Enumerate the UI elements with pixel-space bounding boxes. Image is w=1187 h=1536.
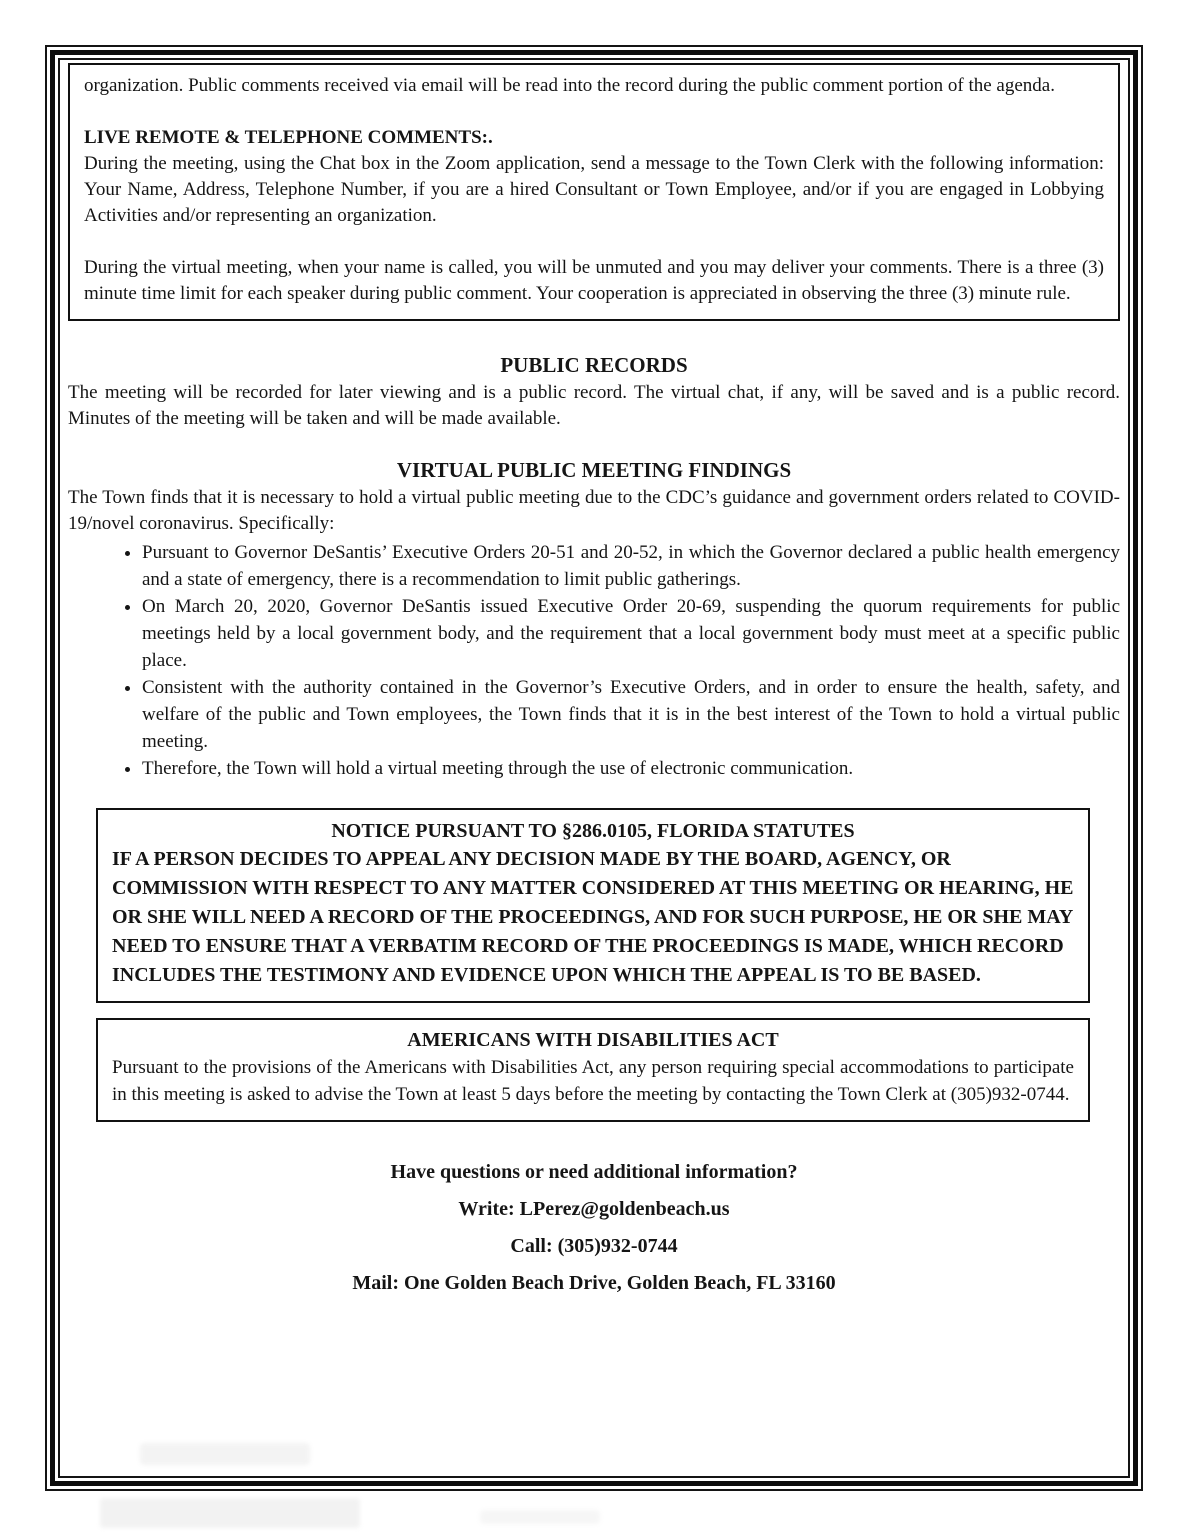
finding-bullet-desantis-orders: • Pursuant to Governor DeSantis’ Executive Orders 20-51 and 20-52, in which the Governor declared a public health emergency and a state of emergency, there is a recommendation to limit public gatherings.	[142, 539, 1120, 593]
contact-question-line: Have questions or need additional information?	[390, 1161, 798, 1183]
ada-heading: AMERICANS WITH DISABILITIES ACT	[407, 1029, 779, 1051]
virtual-meeting-findings-intro: The Town finds that it is necessary to hold a virtual public meeting due to the CDC’s guidance and government orders related to COVID-19/novel coronavirus. Specifically:	[68, 487, 1120, 534]
florida-statutes-notice-body: IF A PERSON DECIDES TO APPEAL ANY DECISION MADE BY THE BOARD, AGENCY, OR COMMISSION WITH RESPECT TO ANY MATTER CONSIDERED AT THIS MEETING OR HEARING, HE OR SHE WILL NEED A RECORD OF THE PROCEEDINGS, AND FOR SUCH PURPOSE, HE OR SHE MAY NEED TO ENSURE THAT A VERBATIM RECORD OF THE PROCEEDINGS IS MADE, WHICH RECORD INCLUDES THE TESTIMONY AND EVIDENCE UPON WHICH THE APPEAL IS TO BE BASED.	[112, 848, 1074, 986]
document-content	[60, 60, 1128, 1476]
public-comment-box	[68, 63, 1120, 321]
finding-bullet-health-safety: • Consistent with the authority contained in the Governor’s Executive Orders, and in order to ensure the health, safety, and welfare of the public and Town employees, the Town finds that it is in the best interest of the Town to hold a virtual public meeting.	[142, 674, 1120, 755]
live-remote-instructions-paragraph: During the meeting, using the Chat box in the Zoom application, send a message to the Town Clerk with the following information: Your Name, Address, Telephone Number, if you are a hired Consultant or Town Employee, and/or if you are engaged in Lobbying Activities and/or representing an organization.	[84, 153, 1104, 226]
florida-statutes-notice-heading: NOTICE PURSUANT TO §286.0105, FLORIDA STATUTES	[331, 820, 855, 842]
contact-email-line: Write: LPerez@goldenbeach.us	[458, 1198, 730, 1220]
ada-body: Pursuant to the provisions of the Americans with Disabilities Act, any person requiring special accommodations to participate in this meeting is asked to advise the Town at least 5 days before the meeting by contacting the Town Clerk at (305)932-0744.	[112, 1057, 1074, 1105]
ada-box	[96, 1018, 1090, 1122]
page-border-frame-middle	[50, 50, 1138, 1486]
scan-artifact	[480, 1510, 600, 1524]
contact-phone-line: Call: (305)932-0744	[510, 1235, 678, 1257]
virtual-meeting-findings-heading: VIRTUAL PUBLIC MEETING FINDINGS	[396, 458, 792, 482]
contact-block	[68, 1154, 1120, 1302]
live-remote-comments-heading: LIVE REMOTE & TELEPHONE COMMENTS:.	[84, 127, 493, 148]
public-records-paragraph: The meeting will be recorded for later viewing and is a public record. The virtual chat, if any, will be saved and is a public record. Minutes of the meeting will be taken and will be made available.	[68, 382, 1120, 429]
page-border-frame-inner	[58, 58, 1130, 1478]
contact-mail-line: Mail: One Golden Beach Drive, Golden Beach, FL 33160	[352, 1272, 836, 1294]
scan-artifact	[100, 1498, 360, 1528]
speaker-time-limit-paragraph: During the virtual meeting, when your name is called, you will be unmuted and you may deliver your comments. There is a three (3) minute time limit for each speaker during public comment. Your cooperation is appreciated in observing the three (3) minute rule.	[84, 257, 1104, 304]
florida-statutes-notice-box	[96, 808, 1090, 1003]
public-records-heading: PUBLIC RECORDS	[500, 353, 688, 377]
scan-artifact	[140, 1443, 310, 1465]
findings-bullet-list	[68, 539, 1120, 782]
page-border-frame	[45, 45, 1143, 1491]
public-comment-intro: organization. Public comments received via email will be read into the record during the public comment portion of the agenda.	[84, 75, 1055, 96]
finding-bullet-virtual-meeting: • Therefore, the Town will hold a virtual meeting through the use of electronic communication.	[142, 755, 1120, 782]
finding-bullet-order-20-69: • On March 20, 2020, Governor DeSantis issued Executive Order 20-69, suspending the quorum requirements for public meetings held by a local government body, and the requirement that a local government body must meet at a specific public place.	[142, 593, 1120, 674]
